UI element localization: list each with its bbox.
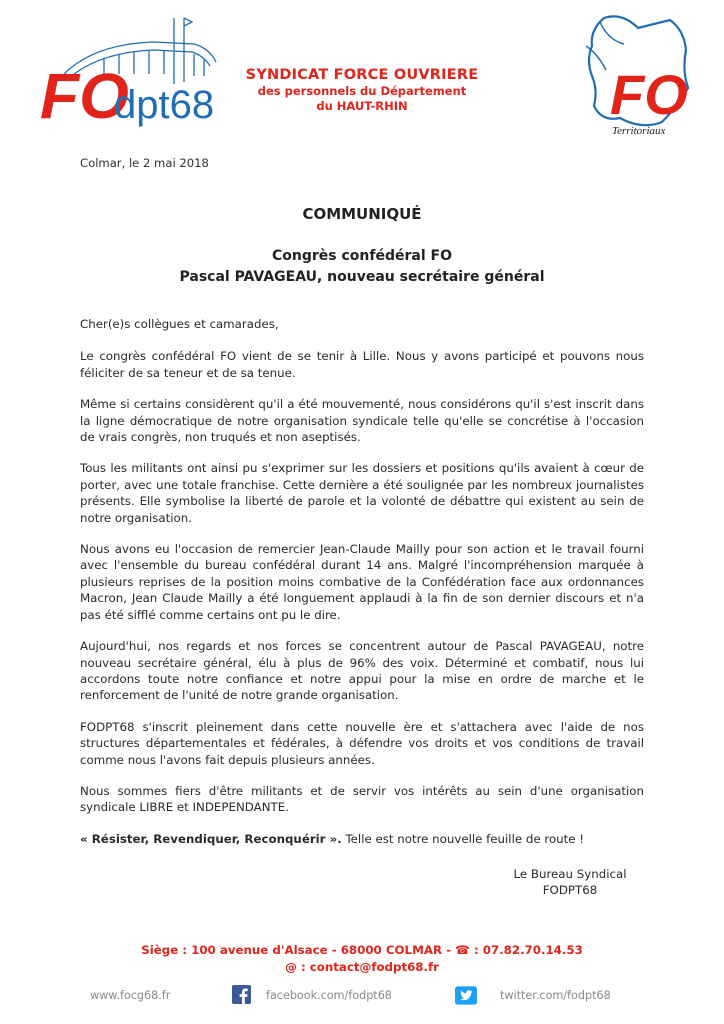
document-title: COMMUNIQUÉ bbox=[302, 205, 422, 223]
paragraph-6: FODPT68 s'inscrit pleinement dans cette nouvelle ère et s'attachera avec l'aide de nos structures départementales et fédérales, à défendre vos droits et vos conditions de travail comme nous l'avons fait depuis plusieurs années. bbox=[80, 719, 644, 767]
logo-fo-text: FO bbox=[40, 60, 129, 132]
date-line: Colmar, le 2 mai 2018 bbox=[80, 156, 209, 170]
logo-right-sub-text: Territoriaux bbox=[612, 125, 666, 137]
document-subtitle bbox=[0, 246, 724, 288]
paragraph-4: Nous avons eu l'occasion de remercier Jean-Claude Mailly pour son action et le travail fourni avec l'ensemble du bureau confédéral durant 14 ans. Malgré l'incompréhension marquée à plusieurs reprises de la position moins combative de la Confédération face aux ordonnances Macron, Jean Claude Mailly a été longuement applaudi à la fin de son dernier discours et n'a pas été sifflé comme certains ont pu le dire. bbox=[80, 542, 644, 622]
facebook-link[interactable]: facebook.com/fodpt68 bbox=[266, 989, 392, 1002]
paragraph-5: Aujourd'hui, nos regards et nos forces se concentrent autour de Pascal PAVAGEAU, notre nouveau secrétaire général, élu à plus de 96% des voix. Déterminé et combatif, nous lui accordons toute notre confiance et notre appui pour la mise en ordre de marche et le renforcement de l'unité de notre grande organisation. bbox=[80, 639, 644, 703]
header-line-2: des personnels du Département bbox=[257, 84, 467, 98]
motto-rest: Telle est notre nouvelle feuille de route ! bbox=[341, 831, 585, 846]
body-text bbox=[80, 316, 644, 862]
signature-line-2: FODPT68 bbox=[542, 883, 598, 897]
signature bbox=[470, 866, 670, 898]
logo-right-fo-text: FO bbox=[610, 63, 688, 126]
paragraph-2: Même si certains considèrent qu'il a été mouvementé, nous considérons qu'il s'est inscrit dans la ligne démocratique de notre organisation syndicale telle qu'elle se concrétise à l'occasion de vrais congrès, non truqués et non aseptisés. bbox=[80, 397, 644, 445]
greeting: Cher(e)s collègues et camarades, bbox=[80, 317, 279, 331]
paragraph-3: Tous les militants ont ainsi pu s'exprimer sur les dossiers et positions qu'ils avaient à cœur de porter, avec une totale franchise. Cette dernière a été soulignée par les nombreux journalistes présents. Elle symbolise la liberté de parole et la volonté de débattre qui existent au sein de notre organisation. bbox=[80, 461, 644, 525]
header-line-1: SYNDICAT FORCE OUVRIERE bbox=[245, 67, 479, 83]
footer-email[interactable]: @ : contact@fodpt68.fr bbox=[285, 960, 439, 974]
subtitle-line-1: Congrès confédéral FO bbox=[272, 248, 452, 264]
logo-dpt-text: dpt68 bbox=[114, 83, 215, 127]
fo-territoriaux-logo bbox=[582, 10, 694, 142]
subtitle-line-2: Pascal PAVAGEAU, nouveau secrétaire général bbox=[179, 269, 545, 285]
signature-line-1: Le Bureau Syndical bbox=[513, 867, 627, 881]
motto-paragraph bbox=[80, 831, 644, 847]
footer-address: Siège : 100 avenue d'Alsace - 68000 COLMAR - ☎ : 07.82.70.14.53 bbox=[141, 943, 583, 957]
header-line-3: du HAUT-RHIN bbox=[316, 99, 408, 113]
footer-contact bbox=[0, 942, 724, 976]
header-title bbox=[180, 66, 544, 114]
paragraph-7: Nous sommes fiers d'être militants et de servir vos intérêts au sein d'une organisation syndicale LIBRE et INDEPENDANTE. bbox=[80, 783, 644, 815]
twitter-link[interactable]: twitter.com/fodpt68 bbox=[500, 989, 611, 1002]
facebook-icon bbox=[232, 985, 251, 1004]
twitter-icon bbox=[455, 986, 477, 1005]
website-link[interactable]: www.focg68.fr bbox=[90, 989, 171, 1002]
paragraph-1: Le congrès confédéral FO vient de se tenir à Lille. Nous y avons participé et pouvons nous féliciter de sa teneur et de sa tenue. bbox=[80, 349, 644, 380]
social-links bbox=[0, 986, 724, 1008]
motto-bold: « Résister, Revendiquer, Reconquérir ». bbox=[80, 831, 342, 846]
